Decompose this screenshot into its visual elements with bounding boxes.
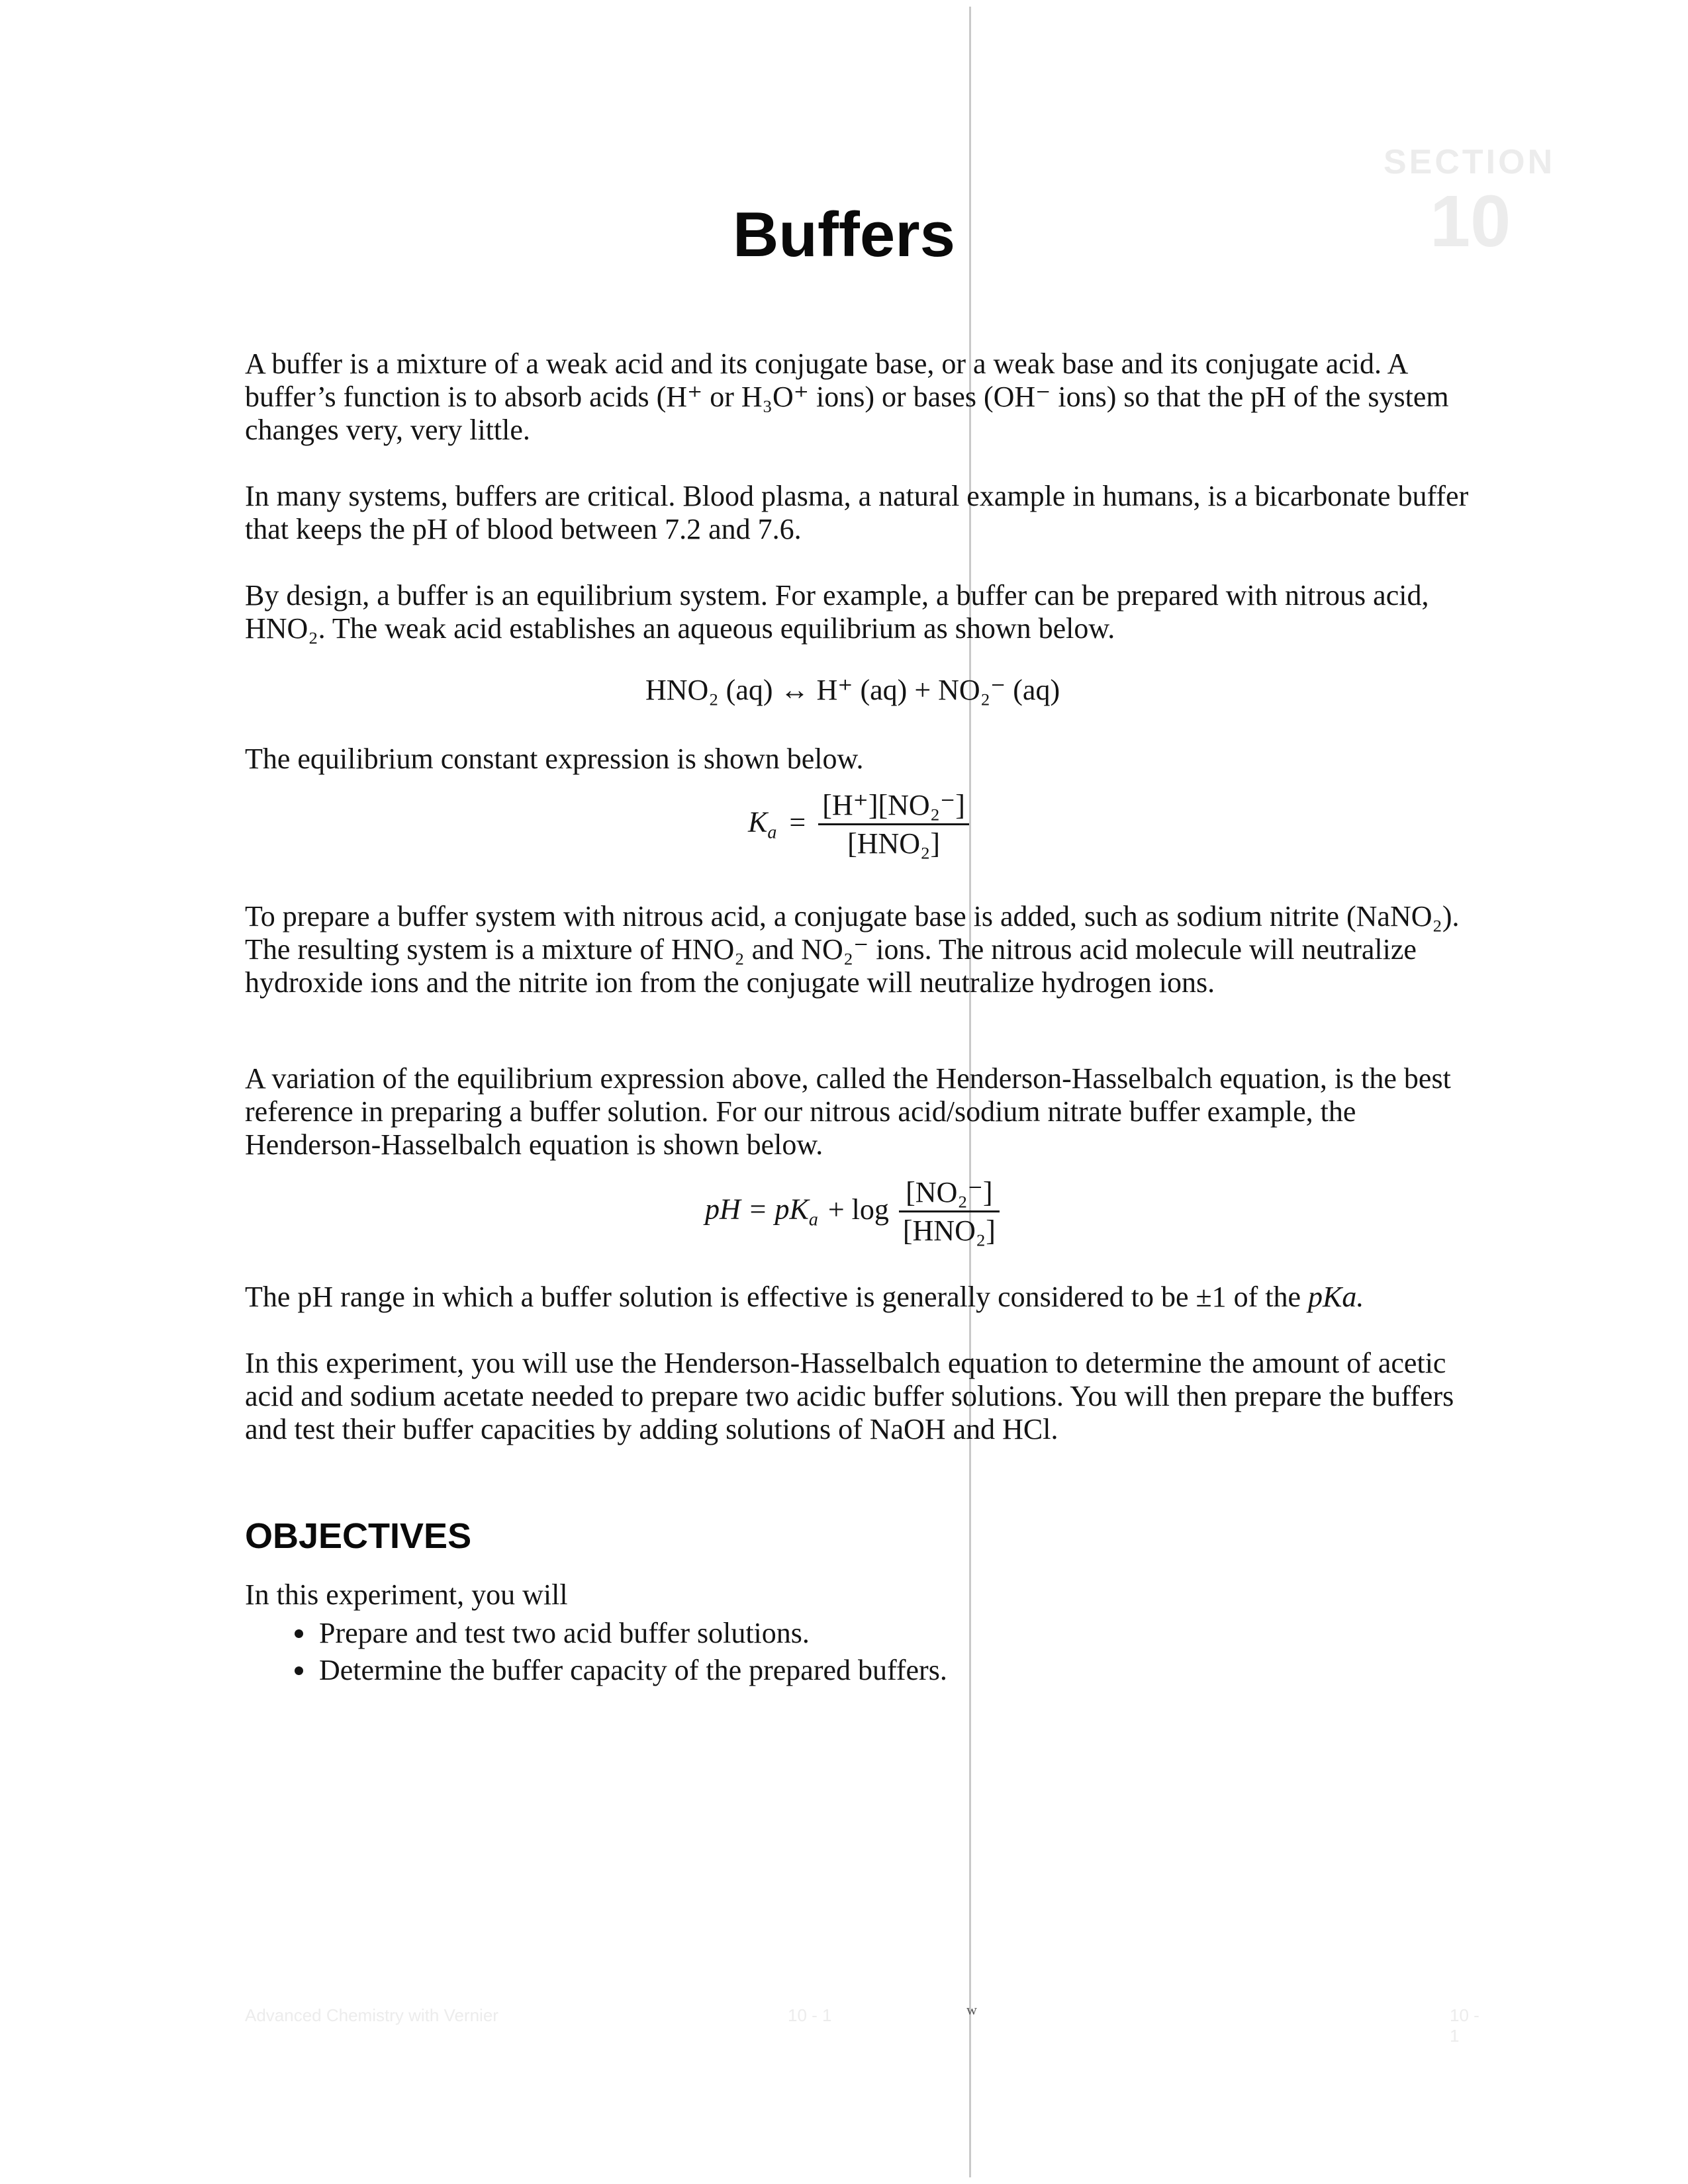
hh-numerator: [NO₂⁻] <box>899 1175 1000 1212</box>
objectives-intro: In this experiment, you will <box>245 1578 568 1611</box>
ka-numerator: [H⁺][NO₂⁻] <box>818 788 969 825</box>
paragraph-equilibrium-constant-intro: The equilibrium constant expression is shown below. <box>245 743 864 775</box>
ka-denominator: [HNO₂] <box>847 827 941 860</box>
paragraph-equilibrium-system: By design, a buffer is an equilibrium system. For example, a buffer can be prepared with nitrous acid, HNO₂. The weak acid establishes an aqueous equilibrium as shown below. <box>245 579 1429 645</box>
ka-equation <box>748 788 969 862</box>
faint-header-label: SECTION <box>1383 143 1556 181</box>
ka-subscript: a <box>767 822 777 843</box>
paragraph-buffer-definition: A buffer is a mixture of a weak acid and its conjugate base, or a weak base and its conjugate acid. A buffer’s function is to absorb acids (H⁺ or H₃O⁺ ions) or bases (OH⁻ ions) so that the pH of the system changes very, very little. <box>245 347 1449 446</box>
paragraph-henderson-hasselbalch: A variation of the equilibrium expression above, called the Henderson-Hasselbalch equation, is the best reference in preparing a buffer solution. For our nitrous acid/sodium nitrate buffer example, the Henderson-Hasselbalch equation is shown below. <box>245 1062 1451 1161</box>
ph-range-text: The pH range in which a buffer solution is effective is generally considered to be ±1 of the <box>245 1281 1301 1313</box>
page-footer <box>245 2001 1489 2046</box>
faint-header-number: 10 <box>1430 181 1511 262</box>
hh-fraction <box>899 1175 1000 1250</box>
paragraph-experiment-summary: In this experiment, you will use the Henderson-Hasselbalch equation to determine the amount of acetic acid and sodium acetate needed to prepare two acidic buffer solutions. You will then prepare the buffers and test their buffer capacities by adding solutions of NaOH and HCl. <box>245 1347 1454 1445</box>
hh-denominator: [HNO₂] <box>902 1214 996 1247</box>
page-title: Buffers <box>732 199 956 270</box>
footer-mark: w <box>966 2001 977 2018</box>
hh-subscript: a <box>808 1209 818 1230</box>
paragraph-blood-plasma: In many systems, buffers are critical. Blood plasma, a natural example in humans, is a bicarbonate buffer that keeps the pH of blood between 7.2 and 7.6. <box>245 480 1469 545</box>
pka-term: pKa. <box>1308 1281 1364 1313</box>
objective-item: • Determine the buffer capacity of the prepared buffers. <box>316 1652 947 1689</box>
hh-lhs: pH = pK <box>705 1193 809 1226</box>
footer-book-title: Advanced Chemistry with Vernier <box>245 2005 498 2025</box>
footer-page-number: 10 - 1 <box>1450 2005 1479 2046</box>
footer-page-label: 10 - 1 <box>788 2005 832 2025</box>
ka-equals: = <box>789 805 806 839</box>
paragraph-ph-range <box>245 1281 1489 1314</box>
objectives-heading: OBJECTIVES <box>245 1516 472 1556</box>
equation-nitrous-acid-equilibrium: HNO₂ (aq) ↔ H⁺ (aq) + NO₂⁻ (aq) <box>645 674 1060 706</box>
ka-fraction <box>818 788 969 862</box>
henderson-hasselbalch-equation <box>705 1175 1000 1250</box>
paragraph-prepare-buffer: To prepare a buffer system with nitrous acid, a conjugate base is added, such as sodium nitrite (NaNO₂). The resulting system is a mixture of HNO₂ and NO₂⁻ ions. The nitrous acid molecule will neutralize hydroxide ions and the nitrite ion from the conjugate will neutralize hydrogen ions. <box>245 900 1460 999</box>
hh-plus-log: + log <box>827 1193 889 1226</box>
objective-item: • Prepare and test two acid buffer solutions. <box>316 1615 947 1652</box>
ka-symbol: K <box>748 805 768 839</box>
objectives-list <box>285 1615 947 1689</box>
